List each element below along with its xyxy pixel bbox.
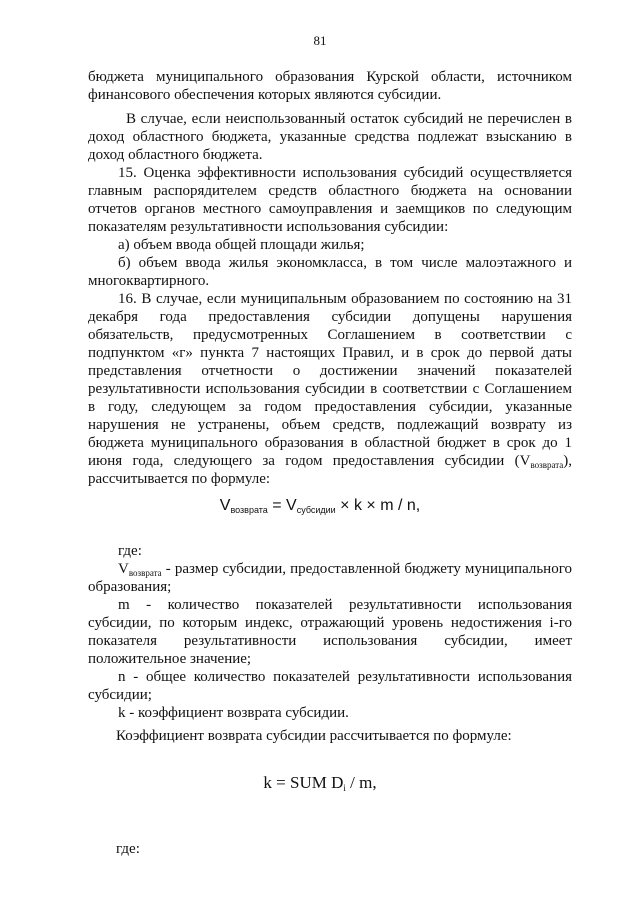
definition-n: n - общее количество показателей результативности использования субсидии; (88, 669, 572, 703)
list-item-a: а) объем ввода общей площади жилья; (118, 237, 365, 253)
where-label-2: где: (116, 841, 140, 857)
definition-v-subscript: возврата (128, 568, 162, 578)
paragraph-15: 15. Оценка эффективности использования субсидий осуществляется главным распорядителем средств областного бюджета на основании отчетов органов местного самоуправления и заемщиков по следующим показателям результативности использования субсидии: (88, 165, 572, 235)
list-item-b: б) объем ввода жилья экономкласса, в том числе малоэтажного и многоквартирного. (88, 255, 572, 289)
definition-v (88, 560, 572, 596)
body-text (88, 68, 572, 488)
paragraph-16-end: ), рассчитывается по формуле: (88, 453, 572, 487)
definition-k: k - коэффициент возврата субсидии. (118, 705, 349, 721)
coefficient-intro: Коэффициент возврата субсидии рассчитывается по формуле: (116, 728, 512, 744)
paragraph-16-text: 16. В случае, если муниципальным образованием по состоянию на 31 декабря года предоставления субсидии допущены нарушения обязательств, предусмотренных Соглашением в соответствии с подпунктом «г» пункта 7 настоящих Правил, и в срок до первой даты представления отчетности о достижении значений показателей результативности использования субсидии в соответствии с Соглашением в году, следующем за годом предоставления субсидии, указанные нарушения не устранены, объем средств, подлежащий возврату из бюджета муниципального образования в областной бюджет в срок до 1 июня года, следующего за годом предоставления субсидии (V (88, 291, 572, 469)
definitions-block (88, 542, 572, 722)
definition-v-text: - размер субсидии, предоставленной бюджету муниципального образования; (88, 561, 572, 595)
definition-v-symbol: V (118, 561, 129, 577)
where-label: где: (118, 543, 142, 559)
paragraph-16 (88, 290, 572, 488)
formula-coefficient (0, 774, 640, 792)
formula2-rest: / m, (345, 773, 377, 792)
page-number: 81 (313, 33, 327, 48)
formula2-subscript: i (343, 783, 346, 793)
definition-m: m - количество показателей результативности использования субсидии, по которым индекс, отражающий уровень недостижения i-го показателя результативности использования субсидии, имеет положительное значение; (88, 597, 572, 667)
formula2-main: k = SUM D (263, 773, 344, 792)
paragraph-unspent-balance: В случае, если неиспользованный остаток субсидий не перечислен в доход областного бюджета, указанные средства подлежат взысканию в доход областного бюджета. (88, 111, 572, 163)
formula-return-volume (0, 497, 640, 515)
paragraph-16-subscript: возврата (530, 460, 564, 470)
formula-subscript-subsidy: субсидии (296, 505, 336, 515)
formula-rest: × k × m / n, (335, 497, 421, 514)
formula-symbol-v: V (219, 497, 231, 514)
formula-equals: = V (267, 497, 297, 514)
formula-subscript-return: возврата (230, 505, 268, 515)
paragraph-continuation: бюджета муниципального образования Курской области, источником финансового обеспечения которых являются субсидии. (88, 69, 572, 103)
